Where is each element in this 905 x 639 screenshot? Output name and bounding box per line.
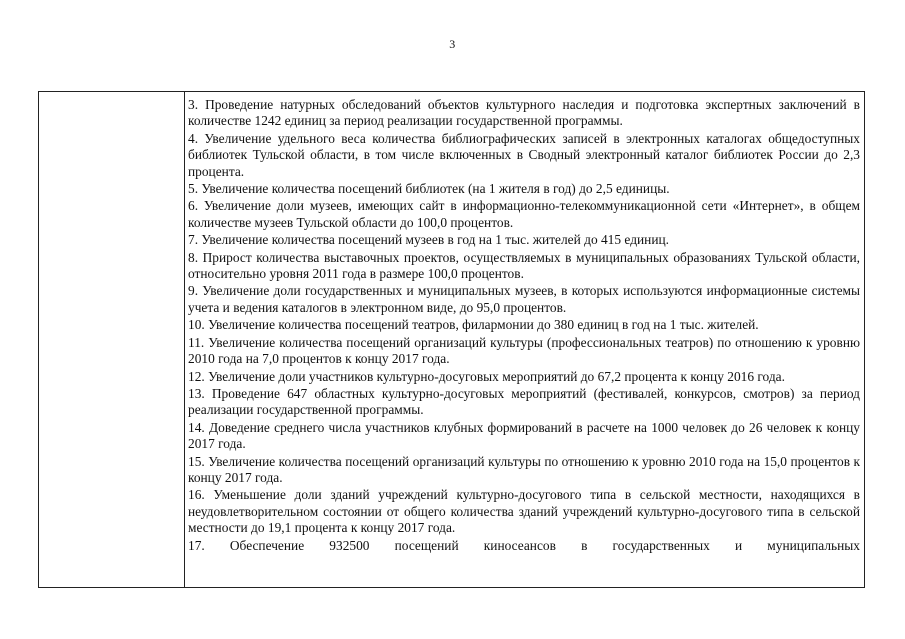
indicator-item-13: 13. Проведение 647 областных культурно-досуговых мероприятий (фестивалей, конкурсов, смотров) за период реализации государственной программы. [188, 385, 860, 418]
indicator-item-9: 9. Увеличение доли государственных и муниципальных музеев, в которых используются информационные системы учета и ведения каталогов в электронном виде, до 95,0 процентов. [188, 283, 860, 315]
indicators-cell [188, 97, 860, 555]
program-table [38, 91, 865, 588]
indicator-item-3: 3. Проведение натурных обследований объектов культурного наследия и подготовка экспертных заключений в количестве 1242 единиц за период реализации государственной программы. [188, 97, 860, 129]
indicator-item-8: 8. Прирост количества выставочных проектов, осуществляемых в муниципальных образованиях Тульской области, относительно уровня 2011 года в размере 100,0 процентов. [188, 249, 860, 282]
indicator-item-5: 5. Увеличение количества посещений библиотек (на 1 жителя в год) до 2,5 единицы. [188, 181, 670, 197]
indicator-item-10: 10. Увеличение количества посещений театров, филармонии до 380 единиц в год на 1 тыс. жителей. [188, 317, 759, 333]
indicator-item-6: 6. Увеличение доли музеев, имеющих сайт в информационно-телекоммуникационной сети «Интернет», в общем количестве музеев Тульской области до 100,0 процентов. [188, 198, 860, 230]
column-divider [184, 92, 185, 587]
indicator-item-16: 16. Уменьшение доли зданий учреждений культурно-досугового типа в сельской местности, находящихся в неудовлетворительном состоянии от общего количества зданий учреждений культурно-досугового типа в сельской местности до 19,1 процента к концу 2017 года. [188, 487, 860, 536]
indicator-item-12: 12. Увеличение доли участников культурно-досуговых мероприятий до 67,2 процента к концу 2016 года. [188, 368, 785, 384]
indicator-item-4: 4. Увеличение удельного веса количества библиографических записей в электронных каталогах общедоступных библиотек Тульской области, в том числе включенных в Сводный электронный каталог библиотек России до 2,3 процента. [188, 130, 860, 179]
indicator-item-11: 11. Увеличение количества посещений организаций культуры (профессиональных театров) по отношению к уровню 2010 года на 7,0 процентов к концу 2017 года. [188, 334, 860, 367]
indicator-item-14: 14. Доведение среднего числа участников клубных формирований в расчете на 1000 человек до 26 человек к концу 2017 года. [188, 419, 860, 452]
indicator-item-15: 15. Увеличение количества посещений организаций культуры по отношению к уровню 2010 года на 15,0 процентов к концу 2017 года. [188, 453, 860, 485]
indicator-item-7: 7. Увеличение количества посещений музеев в год на 1 тыс. жителей до 415 единиц. [188, 232, 670, 248]
page-number: 3 [449, 37, 456, 51]
indicator-item-17: 17. Обеспечение 932500 посещений киносеансов в государственных и муниципальных [188, 537, 860, 553]
